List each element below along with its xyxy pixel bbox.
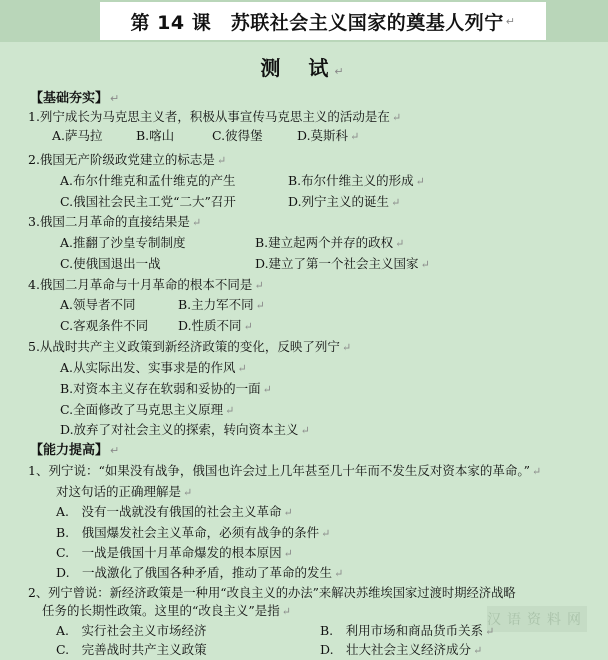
problem-2-stem-line-2 [42, 602, 291, 621]
p2-option-c: C. 完善战时共产主义政策 [56, 642, 207, 657]
paragraph-mark: ↵ [505, 14, 516, 28]
paragraph-mark: ↵ [532, 465, 542, 478]
q3-option-b-line [255, 234, 404, 253]
subtitle-text: 测 试 [260, 56, 333, 80]
q5-option-b-line [60, 380, 272, 399]
q4-option-a: A.领导者不同 [60, 297, 136, 312]
paragraph-mark: ↵ [415, 175, 425, 188]
q5-option-d-line [60, 421, 310, 440]
paragraph-mark: ↵ [321, 527, 331, 540]
question-2-stem [28, 151, 226, 170]
problem-1-stem-line-2 [56, 483, 192, 502]
problem-1-stem-line-1 [28, 462, 541, 481]
question-text: 2.俄国无产阶级政党建立的标志是 [28, 152, 215, 167]
paragraph-mark: ↵ [420, 258, 430, 271]
q4-option-c: C.客观条件不同 [60, 318, 149, 333]
paragraph-mark: ↵ [216, 154, 227, 167]
question-text: 2、列宁曾说：新经济政策是一种用“改良主义的办法”来解决苏维埃国家过渡时期经济战略 [28, 586, 516, 600]
q1-option-d: D.莫斯科 [297, 128, 349, 143]
question-1-stem [28, 108, 401, 127]
q2-option-d: D.列宁主义的诞生 [288, 194, 390, 209]
paragraph-mark: ↵ [283, 506, 293, 519]
q5-option-b: B.对资本主义存在软弱和妥协的一面 [60, 381, 261, 396]
p1-option-d: D. 一战激化了俄国各种矛盾，推动了革命的发生 [56, 565, 333, 580]
problem-2-stem-line-1 [28, 584, 516, 602]
section-heading-basic [30, 90, 119, 108]
paragraph-mark: ↵ [334, 567, 344, 580]
paragraph-mark: ↵ [391, 196, 401, 209]
question-5-stem [28, 338, 351, 357]
q3-option-b: B.建立起两个并存的政权 [255, 235, 394, 250]
q1-option-a: A.萨马拉 [52, 128, 103, 143]
q2-option-d-line [288, 193, 400, 212]
paragraph-mark: ↵ [243, 320, 253, 333]
title-text: 第 14 课 苏联社会主义国家的奠基人列宁 [130, 11, 504, 34]
paragraph-mark: ↵ [391, 111, 402, 124]
section-heading-text: 【基础夯实】 [30, 91, 109, 106]
q2-option-b-line [288, 172, 425, 191]
paragraph-mark: ↵ [262, 383, 272, 396]
p2-option-d: D. 壮大社会主义经济成分 [320, 642, 472, 657]
q4-option-d-line [178, 317, 253, 336]
question-4-stem [28, 276, 264, 295]
paragraph-mark: ↵ [225, 404, 235, 417]
q2-option-b: B.布尔什维主义的形成 [288, 173, 414, 188]
q2-option-c: C.俄国社会民主工党“二大”召开 [60, 194, 236, 209]
q4-option-b-line [178, 296, 265, 315]
p1-option-c-line [56, 544, 293, 563]
q5-option-d: D.放弃了对社会主义的探索，转向资本主义 [60, 422, 299, 437]
subtitle [0, 52, 608, 81]
paragraph-mark: ↵ [350, 130, 360, 143]
paragraph-mark: ↵ [254, 279, 264, 292]
paragraph-mark: ↵ [110, 444, 120, 457]
p2-option-a: A. 实行社会主义市场经济 [56, 623, 207, 638]
question-text: 4.俄国二月革命与十月革命的根本不同是 [28, 277, 253, 292]
paragraph-mark: ↵ [334, 65, 348, 78]
watermark: 汉语资料网 [487, 606, 587, 632]
paragraph-mark: ↵ [110, 92, 120, 105]
question-text: 1.列宁成长为马克思主义者，积极从事宣传马克思主义的活动是在 [28, 109, 390, 124]
question-text: 任务的长期性政策。这里的“改良主义”是指 [42, 603, 280, 618]
paragraph-mark: ↵ [341, 341, 352, 354]
q5-option-a: A.从实际出发、实事求是的作风 [60, 360, 236, 375]
question-3-stem [28, 213, 201, 232]
q3-option-a: A.推翻了沙皇专制制度 [60, 235, 186, 250]
q5-option-a-line [60, 359, 247, 378]
q5-option-c-line [60, 401, 234, 420]
p1-option-b-line [56, 524, 330, 543]
paragraph-mark: ↵ [473, 644, 483, 657]
q1-option-d-line [297, 127, 359, 146]
q4-option-b: B.主力军不同 [178, 297, 254, 312]
paragraph-mark: ↵ [283, 547, 293, 560]
question-text: 5.从战时共产主义政策到新经济政策的变化，反映了列宁 [28, 339, 340, 354]
q4-option-d: D.性质不同 [178, 318, 242, 333]
question-text: 3.俄国二月革命的直接结果是 [28, 214, 190, 229]
q3-option-d: D.建立了第一个社会主义国家 [255, 256, 419, 271]
paragraph-mark: ↵ [281, 605, 292, 618]
section-heading-text: 【能力提高】 [30, 443, 109, 458]
q3-option-c: C.使俄国退出一战 [60, 256, 161, 271]
page-title [100, 2, 546, 40]
p1-option-c: C. 一战是俄国十月革命爆发的根本原因 [56, 545, 282, 560]
p1-option-a: A. 没有一战就没有俄国的社会主义革命 [56, 504, 282, 519]
p2-option-b-line [320, 622, 494, 641]
p1-option-b: B. 俄国爆发社会主义革命，必须有战争的条件 [56, 525, 320, 540]
q2-option-a: A.布尔什维克和孟什维克的产生 [60, 173, 236, 188]
p2-option-d-line [320, 641, 482, 660]
paragraph-mark: ↵ [395, 237, 405, 250]
p1-option-d-line [56, 564, 343, 583]
paragraph-mark: ↵ [183, 486, 193, 499]
paragraph-mark: ↵ [237, 362, 247, 375]
paragraph-mark: ↵ [191, 216, 202, 229]
question-text: 1、列宁说：“如果没有战争，俄国也许会过上几年甚至几十年而不发生反对资本家的革命。” [28, 463, 530, 478]
p1-option-a-line [56, 503, 293, 522]
q5-option-c: C.全面修改了马克思主义原理 [60, 402, 224, 417]
paragraph-mark: ↵ [300, 424, 310, 437]
q1-option-c: C.彼得堡 [212, 128, 263, 143]
section-heading-advanced [30, 442, 119, 460]
paragraph-mark: ↵ [255, 299, 265, 312]
question-text: 对这句话的正确理解是 [56, 484, 182, 499]
q1-option-b: B.喀山 [136, 128, 175, 143]
p2-option-b: B. 利用市场和商品货币关系 [320, 623, 484, 638]
q3-option-d-line [255, 255, 430, 274]
paragraph-mark: ↵ [485, 625, 495, 638]
